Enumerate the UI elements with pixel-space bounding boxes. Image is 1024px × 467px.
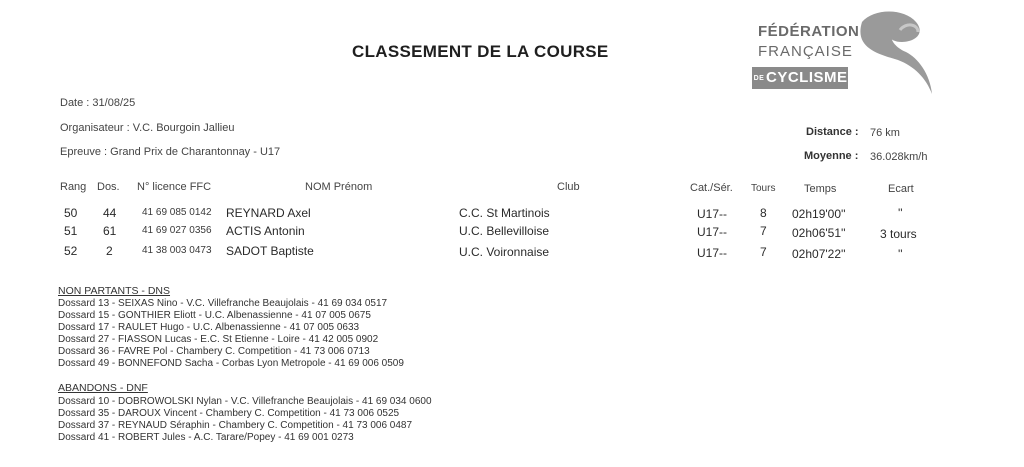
dns-line: Dossard 49 - BONNEFOND Sacha - Corbas Lyon Metropole - 41 69 006 0509 <box>58 358 404 369</box>
header-ecart: Ecart <box>888 183 914 195</box>
header-licence: N° licence FFC <box>137 181 212 193</box>
organisateur-value: V.C. Bourgoin Jallieu <box>132 122 235 134</box>
logo-line-3-prefix: DE <box>753 74 765 82</box>
cell-nom: SADOT Baptiste <box>226 244 314 258</box>
date-value: 31/08/25 <box>92 97 136 109</box>
cell-ecart: '' <box>898 247 903 261</box>
cell-licence: 41 69 027 0356 <box>142 225 212 236</box>
epreuve-row <box>60 146 280 158</box>
distance-value: 76 km <box>870 127 900 139</box>
cell-rang: 51 <box>64 224 78 238</box>
ffc-logo <box>752 8 942 100</box>
dnf-line: Dossard 35 - DAROUX Vincent - Chambery C. Competition - 41 73 006 0525 <box>58 408 400 419</box>
moyenne-value: 36.028km/h <box>870 151 928 163</box>
dns-line: Dossard 27 - FIASSON Lucas - E.C. St Etienne - Loire - 41 42 005 0902 <box>58 334 379 345</box>
cell-cat: U17-- <box>697 225 728 239</box>
dns-line: Dossard 36 - FAVRE Pol - Chambery C. Competition - 41 73 006 0713 <box>58 346 370 357</box>
cell-nom: ACTIS Antonin <box>226 224 305 238</box>
date-label: Date : <box>60 97 90 109</box>
header-club: Club <box>557 181 580 193</box>
logo-line-1: FÉDÉRATION <box>758 23 860 40</box>
cell-licence: 41 69 085 0142 <box>142 207 212 218</box>
cell-dos: 44 <box>103 206 117 220</box>
logo-text-block <box>752 14 860 88</box>
dnf-line: Dossard 41 - ROBERT Jules - A.C. Tarare/Popey - 41 69 001 0273 <box>58 432 354 443</box>
cell-dos: 61 <box>103 224 117 238</box>
logo-line-3-text: CYCLISME <box>766 69 848 86</box>
dnf-line: Dossard 10 - DOBROWOLSKI Nylan - V.C. Villefranche Beaujolais - 41 69 034 0600 <box>58 396 432 407</box>
distance-label: Distance : <box>806 126 859 138</box>
logo-line-2: FRANÇAISE <box>758 43 853 60</box>
dnf-line: Dossard 37 - REYNAUD Séraphin - Chambery C. Competition - 41 73 006 0487 <box>58 420 413 431</box>
cell-temps: 02h06'51'' <box>792 226 846 240</box>
epreuve-label: Epreuve : <box>60 146 108 158</box>
dns-line: Dossard 15 - GONTHIER Eliott - U.C. Albenassienne - 41 07 005 0675 <box>58 310 371 321</box>
dnf-heading: ABANDONS - DNF <box>58 382 148 394</box>
page-title: CLASSEMENT DE LA COURSE <box>352 42 609 61</box>
cell-tours: 8 <box>760 206 767 220</box>
header-dos: Dos. <box>97 181 120 193</box>
cell-temps: 02h07'22'' <box>792 247 846 261</box>
header-rang: Rang <box>60 181 87 193</box>
cell-ecart: 3 tours <box>880 227 917 241</box>
cell-nom: REYNARD Axel <box>226 206 311 220</box>
cell-rang: 50 <box>64 206 78 220</box>
cell-tours: 7 <box>760 224 767 238</box>
cell-club: U.C. Voironnaise <box>459 245 550 259</box>
organisateur-row <box>60 122 234 134</box>
dns-line: Dossard 13 - SEIXAS Nino - V.C. Villefranche Beaujolais - 41 69 034 0517 <box>58 298 388 309</box>
cell-club: C.C. St Martinois <box>459 206 550 220</box>
dns-heading: NON PARTANTS - DNS <box>58 285 171 297</box>
header-temps: Temps <box>804 183 837 195</box>
cell-tours: 7 <box>760 245 767 259</box>
header-tours: Tours <box>751 183 776 194</box>
cell-club: U.C. Bellevilloise <box>459 224 550 238</box>
cell-licence: 41 38 003 0473 <box>142 245 212 256</box>
cell-temps: 02h19'00'' <box>792 207 846 221</box>
moyenne-label: Moyenne : <box>804 150 859 162</box>
logo-line-3 <box>752 67 848 89</box>
header-cat: Cat./Sér. <box>690 182 733 194</box>
cell-cat: U17-- <box>697 246 728 260</box>
organisateur-label: Organisateur : <box>60 122 130 134</box>
logo-swoosh-icon <box>844 8 940 100</box>
cell-dos: 2 <box>106 244 113 258</box>
cell-ecart: '' <box>898 206 903 220</box>
date-row <box>60 97 135 109</box>
dns-line: Dossard 17 - RAULET Hugo - U.C. Albenassienne - 41 07 005 0633 <box>58 322 360 333</box>
header-nom: NOM Prénom <box>305 181 373 193</box>
epreuve-value: Grand Prix de Charantonnay - U17 <box>110 146 281 158</box>
cell-rang: 52 <box>64 244 78 258</box>
cell-cat: U17-- <box>697 207 728 221</box>
